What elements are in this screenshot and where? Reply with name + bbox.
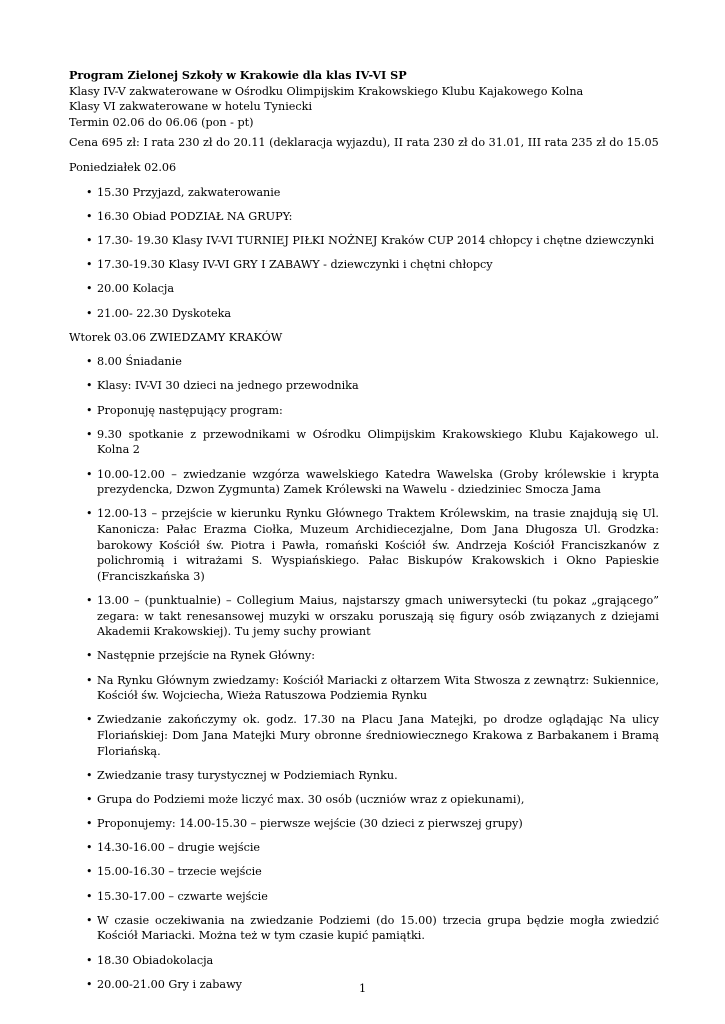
list-item bbox=[69, 840, 659, 856]
header-line: Termin 02.06 do 06.06 (pon - pt) bbox=[69, 115, 254, 129]
bullet-icon: • bbox=[86, 593, 93, 607]
list-item bbox=[69, 673, 659, 704]
page-number: 1 bbox=[358, 982, 367, 995]
list-item bbox=[69, 233, 659, 249]
bullet-icon: • bbox=[86, 282, 93, 296]
list-item-text: 20.00-21.00 Gry i zabawy bbox=[97, 977, 242, 991]
list-item-text: 10.00-12.00 – zwiedzanie wzgórza wawelskiego Katedra Wawelska (Groby królewskie i krypta prezydencka, Dzwon Zygmunta) Zamek Królewski na Wawelu - dziedziniec Smocza Jama bbox=[97, 467, 659, 497]
bullet-icon: • bbox=[86, 185, 93, 199]
bullet-icon: • bbox=[86, 889, 93, 903]
list-item-text: 17.30-19.30 Klasy IV-VI GRY I ZABAWY - dziewczynki i chętni chłopcy bbox=[97, 258, 493, 272]
list-item-text: 17.30- 19.30 Klasy IV-VI TURNIEJ PIŁKI NOŻNEJ Kraków CUP 2014 chłopcy i chętne dziewczynki bbox=[97, 233, 655, 247]
list-item-text: Proponuję następujący program: bbox=[97, 403, 283, 417]
list-item bbox=[69, 354, 659, 370]
list-item bbox=[69, 185, 659, 201]
bullet-icon: • bbox=[86, 258, 93, 272]
list-item bbox=[69, 648, 659, 664]
list-item bbox=[69, 306, 659, 322]
list-item-text: 12.00-13 – przejście w kierunku Rynku Głównego Traktem Królewskim, na trasie znajdują się Ul. Kanonicza: Pałac Erazma Ciołka, Muzeum Archidiecezjalne, Dom Jana Długosza Ul. Grodzka: barokowy Kościół św. Piotra i Pawła, romański Kościół św. Andrzeja Kościół Franciszkanów z polichromią i witrażami S. Wyspiańskiego. Pałac Biskupów Krakowskich i Okno Papieskie (Franciszkańska 3) bbox=[97, 507, 659, 583]
bullet-icon: • bbox=[86, 467, 93, 481]
list-item-text: Zwiedzanie zakończymy ok. godz. 17.30 na Placu Jana Matejki, po drodze oglądając Na ulicy Floriańskiej: Dom Jana Matejki Mury obronne średniowiecznego Krakowa z Barbakanem i Bramą Floriańską. bbox=[97, 713, 659, 758]
bullet-icon: • bbox=[86, 233, 93, 247]
bullet-icon: • bbox=[86, 379, 93, 393]
list-item bbox=[69, 816, 659, 832]
document-header bbox=[69, 68, 659, 130]
bullet-icon: • bbox=[86, 841, 93, 855]
list-item-text: Na Rynku Głównym zwiedzamy: Kościół Mariacki z ołtarzem Wita Stwosza z zewnątrz: Sukiennice, Kościół św. Wojciecha, Wieża Ratuszowa Podziemia Rynku bbox=[97, 673, 659, 703]
list-item bbox=[69, 281, 659, 297]
list-item bbox=[69, 403, 659, 419]
list-item bbox=[69, 209, 659, 225]
list-item-text: 15.00-16.30 – trzecie wejście bbox=[97, 865, 262, 879]
bullet-icon: • bbox=[86, 792, 93, 806]
list-item-text: 15.30 Przyjazd, zakwaterowanie bbox=[97, 185, 281, 199]
list-item bbox=[69, 506, 659, 584]
list-item-text: Zwiedzanie trasy turystycznej w Podziemiach Rynku. bbox=[97, 768, 398, 782]
document-title: Program Zielonej Szkoły w Krakowie dla klas IV-VI SP bbox=[69, 68, 407, 82]
bullet-icon: • bbox=[86, 403, 93, 417]
header-line: Klasy IV-V zakwaterowane w Ośrodku Olimpijskim Krakowskiego Klubu Kajakowego Kolna bbox=[69, 84, 584, 98]
price-paragraph: Cena 695 zł: I rata 230 zł do 20.11 (deklaracja wyjazdu), II rata 230 zł do 31.01, III rata 235 zł do 15.05 bbox=[69, 136, 659, 150]
bullet-icon: • bbox=[86, 713, 93, 727]
list-item bbox=[69, 889, 659, 905]
bullet-icon: • bbox=[86, 306, 93, 320]
list-item-text: 16.30 Obiad PODZIAŁ NA GRUPY: bbox=[97, 209, 293, 223]
bullet-icon: • bbox=[86, 817, 93, 831]
list-item-text: 18.30 Obiadokolacja bbox=[97, 953, 214, 967]
list-item-text: Proponujemy: 14.00-15.30 – pierwsze wejście (30 dzieci z pierwszej grupy) bbox=[97, 817, 523, 831]
list-item bbox=[69, 593, 659, 640]
list-item-text: W czasie oczekiwania na zwiedzanie Podziemi (do 15.00) trzecia grupa będzie mogła zwiedzić Kościół Mariacki. Można też w tym czasie kupić pamiątki. bbox=[97, 913, 659, 943]
list-item bbox=[69, 768, 659, 784]
list-item bbox=[69, 378, 659, 394]
bullet-icon: • bbox=[86, 649, 93, 663]
list-item-text: Następnie przejście na Rynek Główny: bbox=[97, 649, 316, 663]
list-item-text: 8.00 Śniadanie bbox=[97, 355, 182, 369]
list-item bbox=[69, 257, 659, 273]
bullet-icon: • bbox=[86, 507, 93, 521]
list-item-text: 9.30 spotkanie z przewodnikami w Ośrodku Olimpijskim Krakowskiego Klubu Kajakowego ul. Kolna 2 bbox=[97, 427, 659, 457]
bullet-icon: • bbox=[86, 209, 93, 223]
bullet-icon: • bbox=[86, 953, 93, 967]
list-item-text: 20.00 Kolacja bbox=[97, 282, 175, 296]
day-heading: Poniedziałek 02.06 bbox=[69, 160, 177, 174]
bullet-icon: • bbox=[86, 977, 93, 991]
schedule-list bbox=[69, 185, 659, 322]
list-item bbox=[69, 953, 659, 969]
list-item-text: 13.00 – (punktualnie) – Collegium Maius, najstarszy gmach uniwersytecki (tu pokaz „grającego” zegara: w takt renesansowej muzyki w orszaku poruszają się figury osób związanych z dziejami Akademii Krakowskiej). Tu jemy suchy prowiant bbox=[97, 593, 659, 639]
bullet-icon: • bbox=[86, 673, 93, 687]
list-item bbox=[69, 913, 659, 944]
bullet-icon: • bbox=[86, 427, 93, 441]
list-item bbox=[69, 712, 659, 759]
list-item bbox=[69, 792, 659, 808]
schedule-list bbox=[69, 354, 659, 992]
bullet-icon: • bbox=[86, 768, 93, 782]
list-item bbox=[69, 427, 659, 458]
list-item bbox=[69, 864, 659, 880]
header-line: Klasy VI zakwaterowane w hotelu Tyniecki bbox=[69, 100, 313, 114]
bullet-icon: • bbox=[86, 913, 93, 927]
day-heading: Wtorek 03.06 ZWIEDZAMY KRAKÓW bbox=[69, 330, 283, 344]
bullet-icon: • bbox=[86, 865, 93, 879]
list-item-text: 15.30-17.00 – czwarte wejście bbox=[97, 889, 268, 903]
list-item-text: 14.30-16.00 – drugie wejście bbox=[97, 841, 261, 855]
list-item-text: Grupa do Podziemi może liczyć max. 30 osób (uczniów wraz z opiekunami), bbox=[97, 792, 525, 806]
list-item-text: 21.00- 22.30 Dyskoteka bbox=[97, 306, 232, 320]
schedule bbox=[69, 160, 659, 992]
list-item-text: Klasy: IV-VI 30 dzieci na jednego przewodnika bbox=[97, 379, 359, 393]
list-item bbox=[69, 467, 659, 498]
bullet-icon: • bbox=[86, 355, 93, 369]
